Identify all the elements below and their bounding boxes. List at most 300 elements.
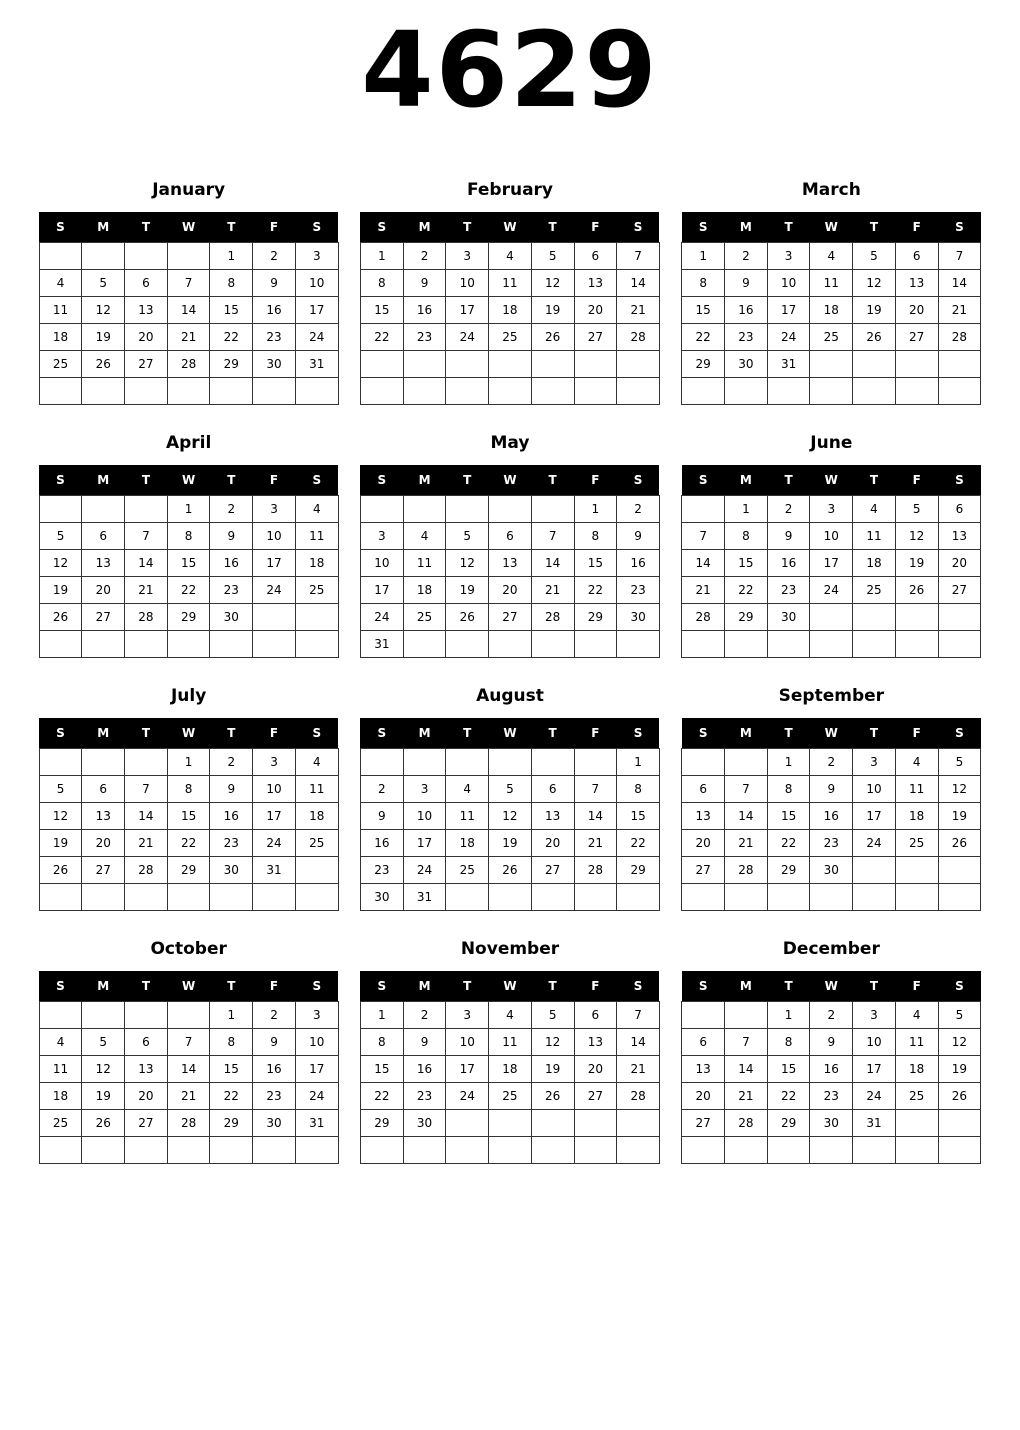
day-cell[interactable]: 27	[82, 604, 125, 631]
day-cell[interactable]: 19	[82, 1083, 125, 1110]
day-cell[interactable]: 6	[895, 243, 938, 270]
day-cell[interactable]: 3	[295, 243, 338, 270]
day-cell[interactable]: 19	[39, 830, 82, 857]
day-cell[interactable]: 24	[403, 857, 446, 884]
day-cell[interactable]: 28	[682, 604, 725, 631]
day-cell[interactable]: 7	[725, 776, 768, 803]
day-cell[interactable]: 22	[360, 1083, 403, 1110]
day-cell[interactable]: 19	[895, 550, 938, 577]
day-cell[interactable]: 7	[617, 243, 660, 270]
day-cell[interactable]: 17	[295, 297, 338, 324]
day-cell[interactable]: 27	[574, 1083, 617, 1110]
day-cell[interactable]: 15	[767, 803, 810, 830]
day-cell[interactable]: 3	[295, 1002, 338, 1029]
day-cell[interactable]: 24	[295, 324, 338, 351]
day-cell[interactable]: 19	[853, 297, 896, 324]
day-cell[interactable]: 11	[39, 1056, 82, 1083]
day-cell[interactable]: 11	[295, 523, 338, 550]
day-cell[interactable]: 30	[253, 351, 296, 378]
day-cell[interactable]: 20	[574, 1056, 617, 1083]
day-cell[interactable]: 2	[360, 776, 403, 803]
day-cell[interactable]: 30	[210, 604, 253, 631]
day-cell[interactable]: 29	[210, 351, 253, 378]
day-cell[interactable]: 8	[767, 1029, 810, 1056]
day-cell[interactable]: 30	[767, 604, 810, 631]
day-cell[interactable]: 7	[531, 523, 574, 550]
day-cell[interactable]: 1	[574, 496, 617, 523]
day-cell[interactable]: 29	[767, 857, 810, 884]
day-cell[interactable]: 29	[360, 1110, 403, 1137]
day-cell[interactable]: 12	[531, 270, 574, 297]
day-cell[interactable]: 28	[938, 324, 981, 351]
day-cell[interactable]: 14	[531, 550, 574, 577]
day-cell[interactable]: 27	[895, 324, 938, 351]
day-cell[interactable]: 11	[810, 270, 853, 297]
day-cell[interactable]: 20	[682, 830, 725, 857]
day-cell[interactable]: 5	[938, 1002, 981, 1029]
day-cell[interactable]: 7	[125, 776, 168, 803]
day-cell[interactable]: 6	[682, 776, 725, 803]
day-cell[interactable]: 2	[210, 496, 253, 523]
day-cell[interactable]: 26	[82, 351, 125, 378]
day-cell[interactable]: 30	[360, 884, 403, 911]
day-cell[interactable]: 23	[767, 577, 810, 604]
day-cell[interactable]: 30	[725, 351, 768, 378]
day-cell[interactable]: 10	[403, 803, 446, 830]
day-cell[interactable]: 20	[574, 297, 617, 324]
day-cell[interactable]: 2	[617, 496, 660, 523]
day-cell[interactable]: 2	[767, 496, 810, 523]
day-cell[interactable]: 11	[489, 1029, 532, 1056]
day-cell[interactable]: 6	[82, 776, 125, 803]
day-cell[interactable]: 15	[725, 550, 768, 577]
day-cell[interactable]: 9	[617, 523, 660, 550]
day-cell[interactable]: 12	[39, 803, 82, 830]
day-cell[interactable]: 5	[853, 243, 896, 270]
day-cell[interactable]: 21	[574, 830, 617, 857]
day-cell[interactable]: 26	[82, 1110, 125, 1137]
day-cell[interactable]: 18	[489, 297, 532, 324]
day-cell[interactable]: 25	[489, 324, 532, 351]
day-cell[interactable]: 3	[403, 776, 446, 803]
day-cell[interactable]: 22	[360, 324, 403, 351]
day-cell[interactable]: 1	[725, 496, 768, 523]
day-cell[interactable]: 2	[210, 749, 253, 776]
day-cell[interactable]: 23	[617, 577, 660, 604]
day-cell[interactable]: 2	[810, 749, 853, 776]
day-cell[interactable]: 4	[403, 523, 446, 550]
day-cell[interactable]: 14	[938, 270, 981, 297]
day-cell[interactable]: 10	[295, 1029, 338, 1056]
day-cell[interactable]: 29	[617, 857, 660, 884]
day-cell[interactable]: 3	[253, 749, 296, 776]
day-cell[interactable]: 23	[725, 324, 768, 351]
day-cell[interactable]: 8	[210, 1029, 253, 1056]
day-cell[interactable]: 30	[810, 1110, 853, 1137]
day-cell[interactable]: 13	[125, 297, 168, 324]
day-cell[interactable]: 25	[295, 577, 338, 604]
day-cell[interactable]: 12	[853, 270, 896, 297]
day-cell[interactable]: 5	[531, 243, 574, 270]
day-cell[interactable]: 19	[39, 577, 82, 604]
day-cell[interactable]: 4	[810, 243, 853, 270]
day-cell[interactable]: 20	[895, 297, 938, 324]
day-cell[interactable]: 15	[767, 1056, 810, 1083]
day-cell[interactable]: 29	[167, 857, 210, 884]
day-cell[interactable]: 26	[938, 1083, 981, 1110]
day-cell[interactable]: 1	[360, 243, 403, 270]
day-cell[interactable]: 11	[403, 550, 446, 577]
day-cell[interactable]: 5	[489, 776, 532, 803]
day-cell[interactable]: 9	[253, 1029, 296, 1056]
day-cell[interactable]: 1	[617, 749, 660, 776]
day-cell[interactable]: 10	[446, 270, 489, 297]
day-cell[interactable]: 13	[574, 270, 617, 297]
day-cell[interactable]: 26	[853, 324, 896, 351]
day-cell[interactable]: 11	[39, 297, 82, 324]
day-cell[interactable]: 6	[574, 243, 617, 270]
day-cell[interactable]: 10	[853, 1029, 896, 1056]
day-cell[interactable]: 17	[853, 803, 896, 830]
day-cell[interactable]: 16	[725, 297, 768, 324]
day-cell[interactable]: 6	[125, 1029, 168, 1056]
day-cell[interactable]: 8	[360, 1029, 403, 1056]
day-cell[interactable]: 8	[167, 776, 210, 803]
day-cell[interactable]: 17	[295, 1056, 338, 1083]
day-cell[interactable]: 18	[39, 1083, 82, 1110]
day-cell[interactable]: 27	[82, 857, 125, 884]
day-cell[interactable]: 19	[446, 577, 489, 604]
day-cell[interactable]: 29	[210, 1110, 253, 1137]
day-cell[interactable]: 12	[895, 523, 938, 550]
day-cell[interactable]: 18	[446, 830, 489, 857]
day-cell[interactable]: 17	[403, 830, 446, 857]
day-cell[interactable]: 16	[360, 830, 403, 857]
day-cell[interactable]: 24	[810, 577, 853, 604]
day-cell[interactable]: 9	[403, 1029, 446, 1056]
day-cell[interactable]: 26	[489, 857, 532, 884]
day-cell[interactable]: 14	[574, 803, 617, 830]
day-cell[interactable]: 17	[767, 297, 810, 324]
day-cell[interactable]: 7	[938, 243, 981, 270]
day-cell[interactable]: 28	[725, 857, 768, 884]
day-cell[interactable]: 7	[725, 1029, 768, 1056]
day-cell[interactable]: 22	[682, 324, 725, 351]
day-cell[interactable]: 29	[682, 351, 725, 378]
day-cell[interactable]: 27	[531, 857, 574, 884]
day-cell[interactable]: 28	[125, 857, 168, 884]
day-cell[interactable]: 24	[446, 324, 489, 351]
day-cell[interactable]: 17	[446, 1056, 489, 1083]
day-cell[interactable]: 16	[210, 550, 253, 577]
day-cell[interactable]: 31	[295, 351, 338, 378]
day-cell[interactable]: 28	[617, 324, 660, 351]
day-cell[interactable]: 7	[167, 1029, 210, 1056]
day-cell[interactable]: 31	[403, 884, 446, 911]
day-cell[interactable]: 2	[253, 1002, 296, 1029]
day-cell[interactable]: 7	[125, 523, 168, 550]
day-cell[interactable]: 22	[767, 1083, 810, 1110]
day-cell[interactable]: 13	[938, 523, 981, 550]
day-cell[interactable]: 11	[895, 1029, 938, 1056]
day-cell[interactable]: 2	[403, 243, 446, 270]
day-cell[interactable]: 25	[489, 1083, 532, 1110]
day-cell[interactable]: 21	[725, 830, 768, 857]
day-cell[interactable]: 11	[853, 523, 896, 550]
day-cell[interactable]: 28	[125, 604, 168, 631]
day-cell[interactable]: 30	[810, 857, 853, 884]
day-cell[interactable]: 27	[682, 857, 725, 884]
day-cell[interactable]: 3	[853, 1002, 896, 1029]
day-cell[interactable]: 23	[253, 324, 296, 351]
day-cell[interactable]: 1	[210, 243, 253, 270]
day-cell[interactable]: 22	[574, 577, 617, 604]
day-cell[interactable]: 4	[853, 496, 896, 523]
day-cell[interactable]: 11	[295, 776, 338, 803]
day-cell[interactable]: 25	[810, 324, 853, 351]
day-cell[interactable]: 25	[853, 577, 896, 604]
day-cell[interactable]: 4	[39, 1029, 82, 1056]
day-cell[interactable]: 24	[853, 1083, 896, 1110]
day-cell[interactable]: 14	[725, 803, 768, 830]
day-cell[interactable]: 21	[617, 1056, 660, 1083]
day-cell[interactable]: 26	[446, 604, 489, 631]
day-cell[interactable]: 15	[210, 297, 253, 324]
day-cell[interactable]: 15	[360, 297, 403, 324]
day-cell[interactable]: 25	[39, 1110, 82, 1137]
day-cell[interactable]: 28	[725, 1110, 768, 1137]
day-cell[interactable]: 13	[682, 1056, 725, 1083]
day-cell[interactable]: 9	[725, 270, 768, 297]
day-cell[interactable]: 18	[895, 1056, 938, 1083]
day-cell[interactable]: 13	[574, 1029, 617, 1056]
day-cell[interactable]: 23	[810, 830, 853, 857]
day-cell[interactable]: 31	[253, 857, 296, 884]
day-cell[interactable]: 9	[403, 270, 446, 297]
day-cell[interactable]: 7	[682, 523, 725, 550]
day-cell[interactable]: 26	[39, 604, 82, 631]
day-cell[interactable]: 14	[167, 1056, 210, 1083]
day-cell[interactable]: 25	[295, 830, 338, 857]
day-cell[interactable]: 21	[617, 297, 660, 324]
day-cell[interactable]: 22	[210, 1083, 253, 1110]
day-cell[interactable]: 9	[210, 523, 253, 550]
day-cell[interactable]: 10	[446, 1029, 489, 1056]
day-cell[interactable]: 23	[403, 1083, 446, 1110]
day-cell[interactable]: 9	[810, 1029, 853, 1056]
day-cell[interactable]: 24	[295, 1083, 338, 1110]
day-cell[interactable]: 24	[767, 324, 810, 351]
day-cell[interactable]: 29	[574, 604, 617, 631]
day-cell[interactable]: 23	[403, 324, 446, 351]
day-cell[interactable]: 26	[39, 857, 82, 884]
day-cell[interactable]: 9	[810, 776, 853, 803]
day-cell[interactable]: 1	[682, 243, 725, 270]
day-cell[interactable]: 2	[403, 1002, 446, 1029]
day-cell[interactable]: 15	[167, 550, 210, 577]
day-cell[interactable]: 25	[895, 1083, 938, 1110]
day-cell[interactable]: 12	[531, 1029, 574, 1056]
day-cell[interactable]: 12	[82, 297, 125, 324]
day-cell[interactable]: 18	[39, 324, 82, 351]
day-cell[interactable]: 5	[82, 270, 125, 297]
day-cell[interactable]: 16	[617, 550, 660, 577]
day-cell[interactable]: 30	[617, 604, 660, 631]
day-cell[interactable]: 24	[853, 830, 896, 857]
day-cell[interactable]: 17	[810, 550, 853, 577]
day-cell[interactable]: 22	[210, 324, 253, 351]
day-cell[interactable]: 10	[853, 776, 896, 803]
day-cell[interactable]: 14	[125, 550, 168, 577]
day-cell[interactable]: 12	[39, 550, 82, 577]
day-cell[interactable]: 9	[360, 803, 403, 830]
day-cell[interactable]: 15	[617, 803, 660, 830]
day-cell[interactable]: 17	[253, 550, 296, 577]
day-cell[interactable]: 1	[167, 496, 210, 523]
day-cell[interactable]: 13	[82, 550, 125, 577]
day-cell[interactable]: 6	[938, 496, 981, 523]
day-cell[interactable]: 8	[210, 270, 253, 297]
day-cell[interactable]: 9	[253, 270, 296, 297]
day-cell[interactable]: 11	[895, 776, 938, 803]
day-cell[interactable]: 13	[895, 270, 938, 297]
day-cell[interactable]: 23	[210, 830, 253, 857]
day-cell[interactable]: 10	[810, 523, 853, 550]
day-cell[interactable]: 14	[682, 550, 725, 577]
day-cell[interactable]: 19	[938, 803, 981, 830]
day-cell[interactable]: 19	[82, 324, 125, 351]
day-cell[interactable]: 6	[531, 776, 574, 803]
day-cell[interactable]: 8	[682, 270, 725, 297]
day-cell[interactable]: 17	[446, 297, 489, 324]
day-cell[interactable]: 24	[446, 1083, 489, 1110]
day-cell[interactable]: 5	[39, 523, 82, 550]
day-cell[interactable]: 31	[295, 1110, 338, 1137]
day-cell[interactable]: 24	[253, 830, 296, 857]
day-cell[interactable]: 9	[767, 523, 810, 550]
day-cell[interactable]: 29	[725, 604, 768, 631]
day-cell[interactable]: 3	[446, 1002, 489, 1029]
day-cell[interactable]: 31	[360, 631, 403, 658]
day-cell[interactable]: 31	[853, 1110, 896, 1137]
day-cell[interactable]: 10	[360, 550, 403, 577]
day-cell[interactable]: 20	[531, 830, 574, 857]
day-cell[interactable]: 16	[810, 1056, 853, 1083]
day-cell[interactable]: 18	[810, 297, 853, 324]
day-cell[interactable]: 30	[210, 857, 253, 884]
day-cell[interactable]: 13	[489, 550, 532, 577]
day-cell[interactable]: 15	[210, 1056, 253, 1083]
day-cell[interactable]: 19	[489, 830, 532, 857]
day-cell[interactable]: 9	[210, 776, 253, 803]
day-cell[interactable]: 10	[295, 270, 338, 297]
day-cell[interactable]: 21	[725, 1083, 768, 1110]
day-cell[interactable]: 20	[125, 1083, 168, 1110]
day-cell[interactable]: 8	[360, 270, 403, 297]
day-cell[interactable]: 17	[253, 803, 296, 830]
day-cell[interactable]: 20	[682, 1083, 725, 1110]
day-cell[interactable]: 1	[360, 1002, 403, 1029]
day-cell[interactable]: 1	[167, 749, 210, 776]
day-cell[interactable]: 31	[767, 351, 810, 378]
day-cell[interactable]: 2	[725, 243, 768, 270]
day-cell[interactable]: 21	[531, 577, 574, 604]
day-cell[interactable]: 25	[895, 830, 938, 857]
day-cell[interactable]: 6	[125, 270, 168, 297]
day-cell[interactable]: 2	[253, 243, 296, 270]
day-cell[interactable]: 23	[253, 1083, 296, 1110]
day-cell[interactable]: 8	[574, 523, 617, 550]
day-cell[interactable]: 2	[810, 1002, 853, 1029]
day-cell[interactable]: 4	[895, 749, 938, 776]
day-cell[interactable]: 1	[767, 749, 810, 776]
day-cell[interactable]: 22	[617, 830, 660, 857]
day-cell[interactable]: 26	[895, 577, 938, 604]
day-cell[interactable]: 29	[767, 1110, 810, 1137]
day-cell[interactable]: 28	[167, 351, 210, 378]
day-cell[interactable]: 29	[167, 604, 210, 631]
day-cell[interactable]: 21	[125, 830, 168, 857]
day-cell[interactable]: 24	[253, 577, 296, 604]
day-cell[interactable]: 18	[489, 1056, 532, 1083]
day-cell[interactable]: 20	[489, 577, 532, 604]
day-cell[interactable]: 13	[82, 803, 125, 830]
day-cell[interactable]: 15	[167, 803, 210, 830]
day-cell[interactable]: 22	[167, 830, 210, 857]
day-cell[interactable]: 7	[617, 1002, 660, 1029]
day-cell[interactable]: 11	[489, 270, 532, 297]
day-cell[interactable]: 4	[295, 749, 338, 776]
day-cell[interactable]: 16	[253, 1056, 296, 1083]
day-cell[interactable]: 26	[531, 324, 574, 351]
day-cell[interactable]: 23	[210, 577, 253, 604]
day-cell[interactable]: 18	[853, 550, 896, 577]
day-cell[interactable]: 12	[446, 550, 489, 577]
day-cell[interactable]: 6	[682, 1029, 725, 1056]
day-cell[interactable]: 21	[682, 577, 725, 604]
day-cell[interactable]: 21	[167, 324, 210, 351]
day-cell[interactable]: 5	[39, 776, 82, 803]
day-cell[interactable]: 15	[360, 1056, 403, 1083]
day-cell[interactable]: 21	[938, 297, 981, 324]
day-cell[interactable]: 13	[682, 803, 725, 830]
day-cell[interactable]: 12	[489, 803, 532, 830]
day-cell[interactable]: 6	[574, 1002, 617, 1029]
day-cell[interactable]: 3	[253, 496, 296, 523]
day-cell[interactable]: 22	[725, 577, 768, 604]
day-cell[interactable]: 13	[531, 803, 574, 830]
day-cell[interactable]: 14	[167, 297, 210, 324]
day-cell[interactable]: 30	[403, 1110, 446, 1137]
day-cell[interactable]: 3	[767, 243, 810, 270]
day-cell[interactable]: 12	[938, 776, 981, 803]
day-cell[interactable]: 28	[167, 1110, 210, 1137]
day-cell[interactable]: 28	[574, 857, 617, 884]
day-cell[interactable]: 25	[403, 604, 446, 631]
day-cell[interactable]: 18	[295, 803, 338, 830]
day-cell[interactable]: 14	[617, 270, 660, 297]
day-cell[interactable]: 18	[403, 577, 446, 604]
day-cell[interactable]: 20	[82, 577, 125, 604]
day-cell[interactable]: 26	[938, 830, 981, 857]
day-cell[interactable]: 7	[167, 270, 210, 297]
day-cell[interactable]: 21	[167, 1083, 210, 1110]
day-cell[interactable]: 16	[810, 803, 853, 830]
day-cell[interactable]: 24	[360, 604, 403, 631]
day-cell[interactable]: 19	[938, 1056, 981, 1083]
day-cell[interactable]: 28	[617, 1083, 660, 1110]
day-cell[interactable]: 3	[360, 523, 403, 550]
